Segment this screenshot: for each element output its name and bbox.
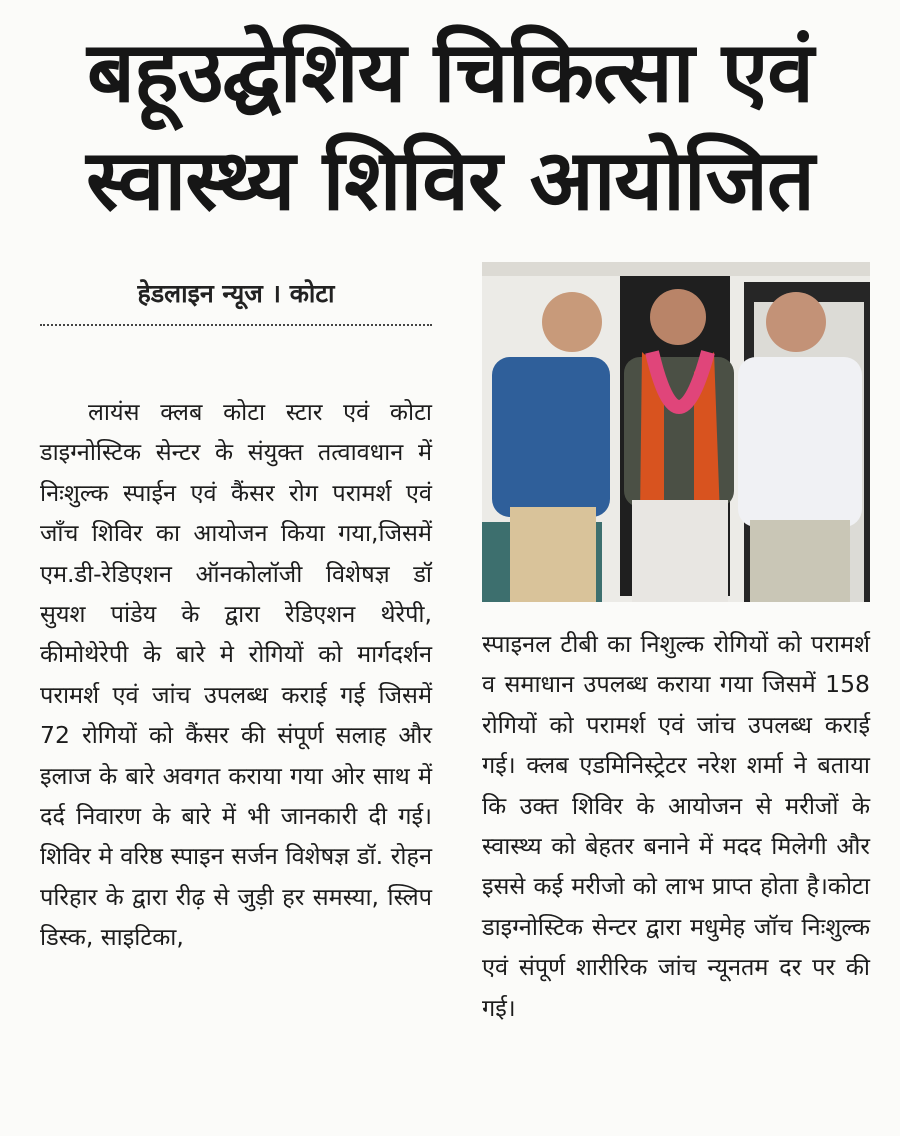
article-body-right-column: स्पाइनल टीबी का निशुल्क रोगियों को परामर्श व समाधान उपलब्ध कराया गया जिसमें 158 रोगियों को परामर्श एवं जांच उपलब्ध कराई गई। क्लब एडमिनिस्ट्रेटर नरेश शर्मा ने बताया कि उक्त शिविर के आयोजन से मरीजों के स्वास्थ्य को बेहतर बनाने में मदद मिलेगी और इससे कई मरीजो को लाभ प्राप्त होता है।कोटा डाइग्नोस्टिक सेन्टर द्वारा मधुमेह जॉच निःशुल्क एवं संपूर्ण शारीरिक जांच न्यूनतम दर पर की गई। xyxy=(482,630,870,1022)
byline-divider xyxy=(40,324,432,326)
byline: हेडलाइन न्यूज । कोटा xyxy=(137,279,335,308)
headline xyxy=(20,18,880,234)
article-photo xyxy=(482,262,870,602)
headline-line-2: स्वास्थ्य शिविर आयोजित xyxy=(86,131,814,229)
article-body-left-column: लायंस क्लब कोटा स्टार एवं कोटा डाइग्नोस्टिक सेन्टर के संयुक्त तत्वावधान में निःशुल्क स्पाईन एवं कैंसर रोग परामर्श एवं जाँच शिविर का आयोजन किया गया,जिसमें एम.डी-रेडिएशन ऑनकोलॉजी विशेषज्ञ डॉ सुयश पांडेय के द्वारा रेडिएशन थेरेपी, कीमोथेरेपी के बारे मे रोगियों को मार्गदर्शन परामर्श एवं जांच उपलब्ध कराई गई जिसमें 72 रोगियों को कैंसर की संपूर्ण सलाह और इलाज के बारे अवगत कराया गया ओर साथ में दर्द निवारण के बारे में भी जानकारी दी गई। शिविर मे वरिष्ठ स्पाइन सर्जन विशेषज्ञ डॉ. रोहन परिहार के द्वारा रीढ़ से जुड़ी हर समस्या, स्लिप डिस्क, साइटिका, xyxy=(40,398,432,952)
headline-line-1: बहूउद्घेशिय चिकित्सा एवं xyxy=(87,23,813,121)
group-photo-icon xyxy=(482,262,870,602)
